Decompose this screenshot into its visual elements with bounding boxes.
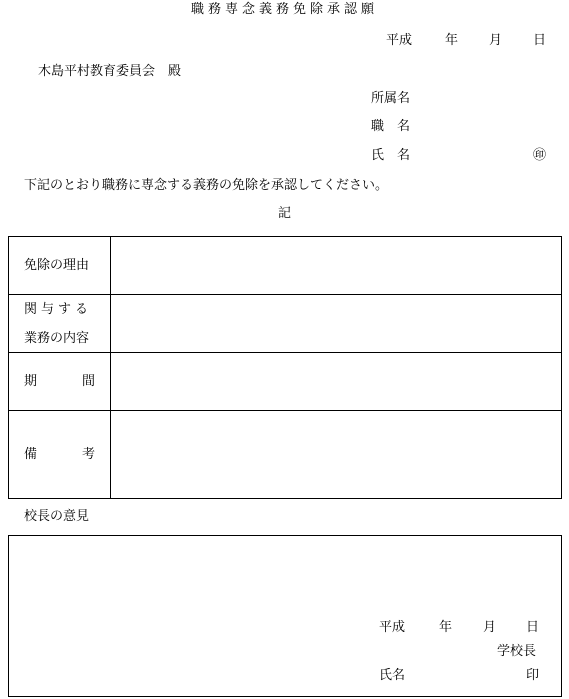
table-row-reason — [9, 237, 561, 295]
position-label: 職 名 — [371, 119, 411, 134]
header-date-era: 平成 — [386, 33, 413, 48]
opinion-date-month: 月 — [483, 620, 497, 635]
addressee: 木島平村教育委員会 殿 — [38, 64, 182, 79]
header-date-year: 年 — [445, 33, 459, 48]
period-label-1: 期 — [24, 374, 38, 389]
content-label-line2: 業務の内容 — [24, 331, 90, 346]
header-date-month: 月 — [489, 33, 503, 48]
content-label-line1: 関与する — [24, 302, 93, 317]
ki-heading: 記 — [278, 206, 292, 221]
application-table — [8, 236, 562, 499]
reason-label: 免除の理由 — [24, 258, 90, 273]
table-row-remarks — [9, 411, 561, 499]
reason-label-cell — [9, 237, 111, 294]
principal-opinion-box — [8, 535, 562, 697]
opinion-date-era: 平成 — [379, 620, 406, 635]
period-label-cell — [9, 353, 111, 410]
seal-mark: ㊞ — [533, 148, 547, 163]
school-principal-label: 学校長 — [497, 644, 537, 659]
document-title: 職務専念義務免除承認願 — [190, 2, 378, 17]
opinion-date-day: 日 — [526, 620, 540, 635]
remarks-label-1: 備 — [24, 447, 38, 462]
opinion-seal-mark: 印 — [526, 668, 540, 683]
opinion-date-year: 年 — [439, 620, 453, 635]
name-label: 氏 名 — [371, 148, 411, 163]
affiliation-label: 所属名 — [371, 91, 411, 106]
table-row-content — [9, 295, 561, 353]
remarks-label-2: 考 — [82, 447, 96, 462]
principal-opinion-label: 校長の意見 — [24, 509, 90, 524]
remarks-label-cell — [9, 411, 111, 498]
content-label-cell — [9, 295, 111, 352]
period-label-2: 間 — [82, 374, 96, 389]
table-row-period — [9, 353, 561, 411]
request-text: 下記のとおり職務に専念する義務の免除を承認してください。 — [24, 178, 389, 193]
header-date-day: 日 — [533, 33, 547, 48]
opinion-name-label: 氏名 — [379, 668, 406, 683]
